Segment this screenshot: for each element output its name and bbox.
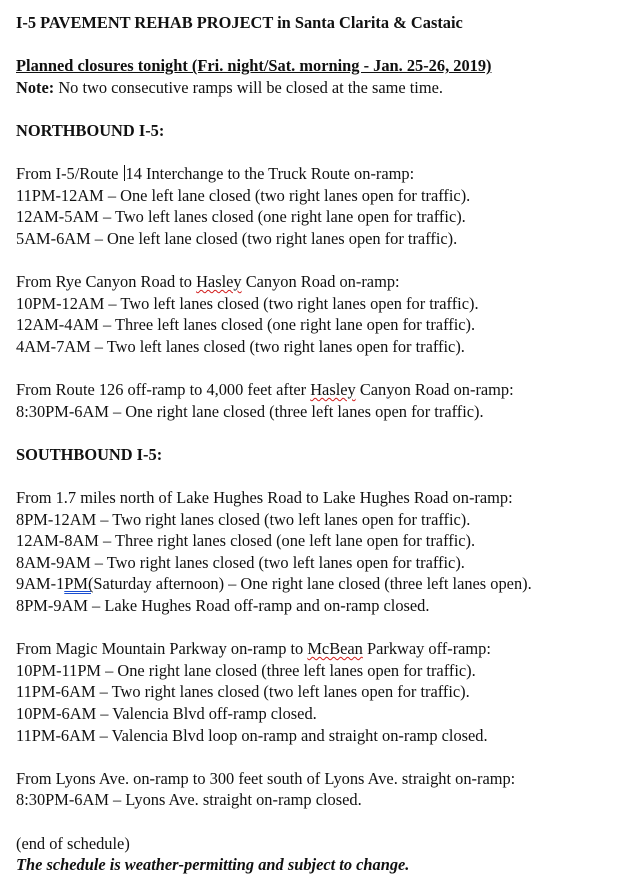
nb-block3-line: 8:30PM-6AM – One right lane closed (three left lanes open for traffic).	[16, 401, 484, 421]
sb-block3-line: 8:30PM-6AM – Lyons Ave. straight on-ramp closed.	[16, 790, 362, 810]
text-cursor	[124, 165, 125, 181]
note-label: Note:	[16, 77, 55, 97]
nb-block3-from-a: From Route 126 off-ramp to 4,000 feet after	[16, 380, 311, 400]
disclaimer: The schedule is weather-permitting and subject to change.	[16, 855, 410, 875]
nb-block2-from-a: From Rye Canyon Road to	[16, 272, 197, 292]
spacer	[16, 617, 622, 639]
spacer	[16, 746, 622, 768]
spacer	[16, 465, 622, 487]
nb-block1-from-a: From I-5/Route	[16, 164, 123, 184]
nb-block2-from-c: Canyon Road on-ramp:	[241, 272, 400, 292]
nb-block2-line: 12AM-4AM – Three left lanes closed (one right lane open for traffic).	[16, 315, 476, 335]
planned-closures-heading: Planned closures tonight (Fri. night/Sat. morning - Jan. 25-26, 2019)	[16, 56, 492, 76]
nb-block1-line: 12AM-5AM – Two left lanes closed (one right lane open for traffic).	[16, 207, 466, 227]
sb-block1-from: From 1.7 miles north of Lake Hughes Road to Lake Hughes Road on-ramp:	[16, 488, 513, 508]
end-of-schedule: (end of schedule)	[16, 833, 130, 853]
spacer	[16, 142, 622, 164]
nb-block1-from-b: 14 Interchange to the Truck Route on-ramp:	[125, 164, 415, 184]
nb-block2-line: 10PM-12AM – Two left lanes closed (two right lanes open for traffic).	[16, 293, 479, 313]
nb-block1-line: 11PM-12AM – One left lane closed (two right lanes open for traffic).	[16, 185, 471, 205]
spellcheck-word: Hasley	[310, 380, 356, 400]
sb-block1-line: 8PM-12AM – Two right lanes closed (two left lanes open for traffic).	[16, 509, 471, 529]
sb-block2-line: 11PM-6AM – Valencia Blvd loop on-ramp and straight on-ramp closed.	[16, 725, 488, 745]
nb-block1-from	[16, 163, 622, 185]
sb-block1-line: 8PM-9AM – Lake Hughes Road off-ramp and on-ramp closed.	[16, 596, 430, 616]
sb-block2-line: 11PM-6AM – Two right lanes closed (two left lanes open for traffic).	[16, 682, 470, 702]
nb-block3-from	[16, 379, 622, 401]
sb-block1-line: 8AM-9AM – Two right lanes closed (two left lanes open for traffic).	[16, 552, 465, 572]
spacer	[16, 358, 622, 380]
southbound-heading: SOUTHBOUND I-5:	[16, 444, 163, 464]
grammar-check-word: PM(	[64, 574, 94, 594]
sb-block2-from-c: Parkway off-ramp:	[362, 639, 491, 659]
sb-block2-from-a: From Magic Mountain Parkway on-ramp to	[16, 639, 308, 659]
document-title: I-5 PAVEMENT REHAB PROJECT in Santa Clarita & Castaic	[16, 13, 463, 32]
sb-block1-special	[16, 573, 622, 595]
nb-block1-line: 5AM-6AM – One left lane closed (two right lanes open for traffic).	[16, 228, 458, 248]
nb-block2-from	[16, 271, 622, 293]
spacer	[16, 811, 622, 833]
nb-block2-line: 4AM-7AM – Two left lanes closed (two right lanes open for traffic).	[16, 336, 465, 356]
sb-special-a: 9AM-1	[16, 574, 65, 594]
sb-block1-line: 12AM-8AM – Three right lanes closed (one left lane open for traffic).	[16, 531, 476, 551]
spacer	[16, 250, 622, 272]
spacer	[16, 34, 622, 56]
sb-block2-line: 10PM-6AM – Valencia Blvd off-ramp closed.	[16, 704, 317, 723]
note-text: No two consecutive ramps will be closed at the same time.	[54, 77, 443, 97]
nb-block3-from-c: Canyon Road on-ramp:	[355, 380, 514, 400]
sb-block3-from: From Lyons Ave. on-ramp to 300 feet south of Lyons Ave. straight on-ramp:	[16, 768, 516, 788]
spellcheck-word: Hasley	[196, 272, 242, 292]
document-page	[16, 12, 622, 876]
spacer	[16, 422, 622, 444]
northbound-heading: NORTHBOUND I-5:	[16, 120, 165, 140]
sb-block2-line: 10PM-11PM – One right lane closed (three left lanes open for traffic).	[16, 660, 476, 680]
spacer	[16, 98, 622, 120]
sb-special-c: Saturday afternoon) – One right lane closed (three left lanes open).	[93, 574, 532, 594]
sb-block2-from	[16, 638, 622, 660]
note-line	[16, 77, 622, 99]
spellcheck-word: McBean	[307, 639, 363, 659]
